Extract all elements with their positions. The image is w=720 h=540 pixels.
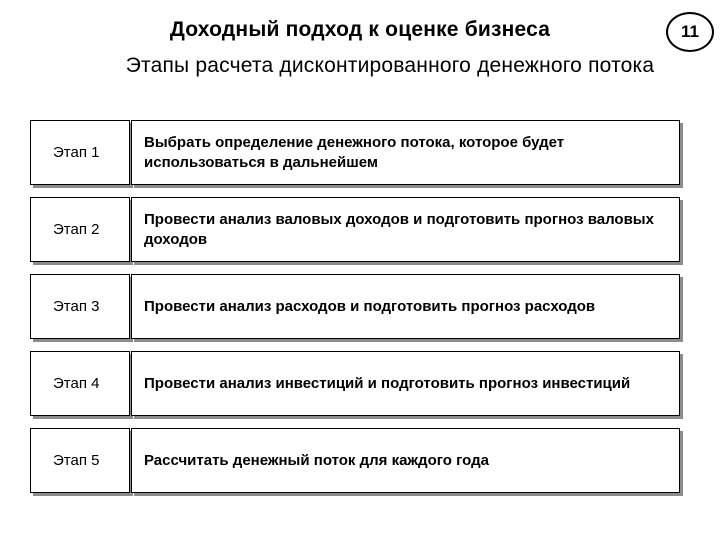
- step-label: Этап 3: [30, 274, 130, 339]
- step-description: Выбрать определение денежного потока, которое будет использоваться в дальнейшем: [131, 120, 680, 185]
- step-label: Этап 5: [30, 428, 130, 493]
- step-row-3: [30, 274, 680, 339]
- step-label: Этап 2: [30, 197, 130, 262]
- step-row-2: [30, 197, 680, 262]
- step-description: Рассчитать денежный поток для каждого года: [131, 428, 680, 493]
- steps-table: [30, 120, 680, 493]
- page-number-badge: 11: [666, 12, 714, 52]
- step-row-4: [30, 351, 680, 416]
- step-label: Этап 1: [30, 120, 130, 185]
- step-label: Этап 4: [30, 351, 130, 416]
- step-row-1: [30, 120, 680, 185]
- step-row-5: [30, 428, 680, 493]
- slide-title: Доходный подход к оценке бизнеса: [169, 18, 551, 41]
- step-description: Провести анализ расходов и подготовить прогноз расходов: [131, 274, 680, 339]
- step-description: Провести анализ валовых доходов и подготовить прогноз валовых доходов: [131, 197, 680, 262]
- step-description: Провести анализ инвестиций и подготовить прогноз инвестиций: [131, 351, 680, 416]
- slide-subtitle: Этапы расчета дисконтированного денежного потока: [125, 54, 655, 77]
